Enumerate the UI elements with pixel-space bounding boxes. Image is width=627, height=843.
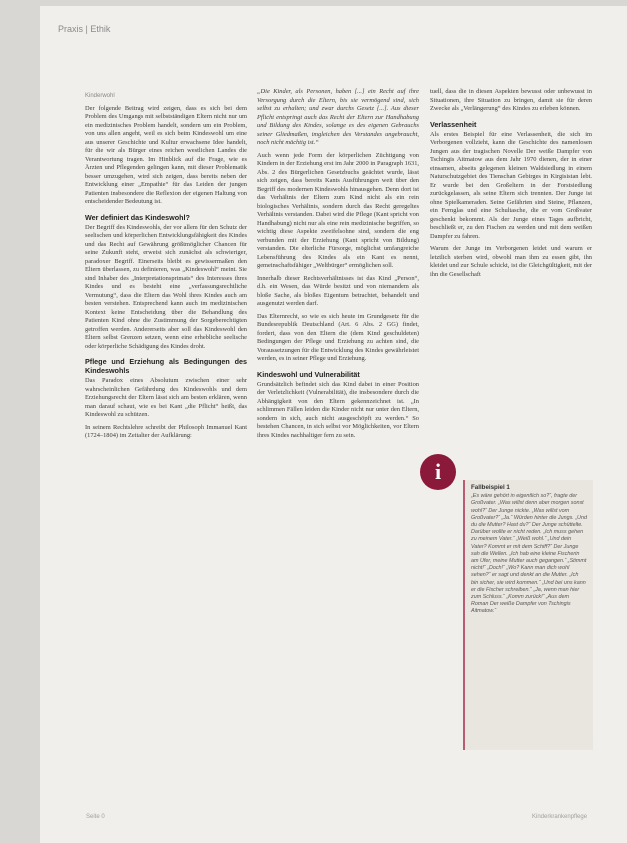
body-paragraph: In seinem Rechtslehre schreibt der Philosoph Immanuel Kant (1724–1804) im Zeitalter der Aufklärung: xyxy=(85,423,247,439)
body-paragraph: Der Begriff des Kindeswohls, der vor allem für den Schutz der seelischen und körperlichen Entwicklungsfähigkeit des Kindes und das Recht auf Gewährung größtmöglicher Chancen für seine Zukunft steht, erweist sich zunächst als schwieriger, paradoxer Begriff. Einerseits bleibt es gewissermaßen den Eltern überlassen, zu definieren, was „Kindeswohl“ meint. Sie sind Inhaber des „Interpretationsprimats“ des Interesses ihres Kindes und es besteht eine „verfassungsrechtliche Vermutung“, dass die Eltern das Wohl ihres Kindes auch am besten verstehen. Entsprechend kann auch im medizinischen Kontext keine Entscheidung über die Behandlung des Patienten Kind ohne die Zustimmung der Sorgeberechtigten getroffen werden. Andererseits aber soll das Kindeswohl den Eltern selbst Grenzen setzen, wenn eine erhebliche seelische oder körperliche Schädigung des Kindes droht. xyxy=(85,223,247,350)
case-example-title: Fallbeispiel 1 xyxy=(471,484,510,491)
section-heading: Pflege und Erziehung als Bedingungen des Kindeswohls xyxy=(85,357,247,375)
case-example-text: „Es wäre gehört in eigentlich so?“, fragte der Großvater. „Was willst denn aber morgen sonst wohl?“ Der Junge nickte. „Was willst vom Großvater?“ „Ja.“ Würden hinter die Jungs. „Und du die Mutter? Hast du?“ Der Junge schüttelte. Darüber wollte er nicht reden. „Ich muss gehen zu meinem Vater.“ „Weiß wohl.“ „Und dein Vater? Kommt er mit dem Schiff?“ Der Junge sah die Wellen. „Ich hab eine kleine Fischerin am Ufer, meine Mutter auch gegangen.“ „Stimmt nicht!“ „Doch!“ „Wo? Kann man dich wohl sehen?“ er sagt und denkt an die Mutter. „Ich bin sicher, sie wird kommen.“ „Und bei uns kann er die Fischer schreiben.“ „Ja, wenn man hier zum Schluss.“ „Komm zurück!“ „Aus dem Roman Der weiße Dampfer von Tschingis Aitmatow.“ xyxy=(471,493,587,615)
body-paragraph: Grundsätzlich befindet sich das Kind dabei in einer Position der Verletzlichkeit (Vulnerabilität), die insbesondere durch die Abhängigkeit von den Eltern gekennzeichnet ist. „In schlimmen Fällen leiden die Kinder nicht nur unter den Eltern, sondern in sich, auch nicht ausgeschöpft zu werden.“ So bestehen Chancen, in sich selbst vor Möglichkeiten, vor Eltern ihres Kindes nachhaltiger fern zu sein. xyxy=(257,380,419,439)
body-paragraph: Das Paradox eines Absolutum zwischen einer sehr wahrscheinlichen Gefährdung des Kindeswohls und dem Erziehungsrecht der Eltern lässt sich am besten erklären, wenn man darauf schaut, wie es bei Kant „die Pflicht“ heißt, das Kindeswohl zu schützen. xyxy=(85,377,247,418)
column-left xyxy=(85,92,247,445)
footer-right: Kinderkrankenpflege xyxy=(532,814,588,820)
footer-left: Seite 0 xyxy=(86,814,105,820)
body-paragraph: tuell, dass die in diesen Aspekten bewusst oder unbewusst in Situationen, ihre Situation zu bringen, damit sie für deren Zwecke als „Verlängerung“ des Kindes zu erleben können. xyxy=(430,88,592,112)
body-paragraph: Das Elternrecht, so wie es sich heute im Grundgesetz für die Bundesrepublik Deutschland (Art. 6 Abs. 2 GG) findet, fordert, dass von den Eltern die (dem Kind geschuldeten) Bedingungen der Pflege und Erziehung zu achten sind, die Voraussetzungen für die Entwicklung des Kindes gewährleistet werden, es in seiner Pflege und Erziehung. xyxy=(257,312,419,362)
column-middle xyxy=(257,88,419,444)
case-example-box xyxy=(463,480,593,750)
section-heading: Kindeswohl und Vulnerabilität xyxy=(257,369,360,379)
section-heading: Verlassenheit xyxy=(430,119,477,129)
intro-paragraph: Der folgende Beitrag wird zeigen, dass es sich bei dem Problem des Umgangs mit selbstständigen Eltern nicht nur um ein medizinisches Problem handelt, sondern um ein Problem, von uns allen angeht, weil es sich beim Kindeswohl um eine aus unserer Geschichte und Kultur erwachsene Idee handelt, für die wir als Bürger eines reichen westlichen Landes die Verantwortung tragen. Im Hinblick auf die Frage, wie es Ärzten und Pflegenden gelingen kann, mit dieser Problematik besser umzugehen, wird sich zeigen, dass bereits neben der Entwicklung einer „Empathie“ für das Leiden der jungen Patienten insbesondere die Reflexion der eigenen Haltung von entscheidender Bedeutung ist. xyxy=(85,104,247,205)
kicker: Kinderwohl xyxy=(85,93,115,99)
body-paragraph: Warum der Junge im Verborgenen leidet und warum er letztlich sterben wird, obwohl man ihm zu essen gibt, ihn kleidet und zur Schule schickt, ist die Gleichgültigkeit, mit der ihn die Gesellschaft xyxy=(430,245,592,278)
column-right xyxy=(430,88,592,283)
running-title: Praxis | Ethik xyxy=(58,24,111,34)
body-paragraph: Innerhalb dieser Rechtsverhältnisses ist das Kind „Person“, d.h. ein Wesen, das Würde besitzt und von niemandem als bloße Sache, als bloßes Eigentum betrachtet, behandelt und ausgenutzt werden darf. xyxy=(257,274,419,307)
info-glyph: i xyxy=(434,459,442,484)
kant-quote: „Die Kinder, als Personen, haben [...] ein Recht auf ihre Versorgung durch die Eltern, bis sie vermögend sind, sich selbst zu erhalten; und zwar durchs Gesetz [...]. Aus dieser Pflicht entspringt auch das Recht der Eltern zur Handhabung und Bildung des Kindes, solange es des eigenen Gebrauchs seiner Gliedmaßen, imgleichen des Verstandes ungebraucht, noch nicht mächtig ist.“ xyxy=(257,88,419,146)
body-paragraph: Auch wenn jede Form der körperlichen Züchtigung von Kindern in der Erziehung erst im Jahr 2000 in Paragraph 1631, Abs. 2 des Bürgerlichen Gesetzbuchs geächtet wurde, lässt sich zeigen, dass bereits Kants Ausführungen weit über den Begriff des modernen Kindeswohls hinausgehen. Denn dort ist das Verhältnis der Eltern zum Kind nicht als ein rein biologisches Verhältnis, sondern durch das Recht geregeltes Verhältnis verstanden. Dabei wird die Pflege (Kant spricht von Handhabung) nicht nur als eine rein medizinische begriffen, so wichtig diese Aspekte zweifelsohne sind, sondern die eng verbunden mit der Erziehung (Kant spricht von Bildung) verstanden. Die elterliche Fürsorge, möglichst umfangreiche Lebensführung des Kindes als ein Kant es nennt, gemeinschaftsfähiger „Weltbürger“ ermöglichen soll. xyxy=(257,151,419,269)
body-paragraph: Als erstes Beispiel für eine Verlassenheit, die sich im Verborgenen vollzieht, kann die Geschichte des namenlosen Jungen aus der tragischen Novelle Der weiße Dampfer von Tschingis Aitmatow aus dem Jahr 1970 dienen, der in einer einsamen, abseits gelegenen kleinen Waldsiedlung in einem Naturschutzgebiet des Tienschan Gebirges in Kirgisistan lebt. Er wurde bei den Großeltern in der Forstsiedlung zurückgelassen, als seine Eltern sich trennten. Der Junge ist ohne Spielkameraden. Seine Gefährten sind Steine, Pflanzen, ein Fernglas und eine Schultasche, die er vom Großvater geschenkt bekommt. Als der Junge eines Tages aufbricht, beschließt er, zu den Fischen zu werden und mit dem weißen Dampfer zu fahren. xyxy=(430,130,592,240)
section-heading: Wer definiert das Kindeswohl? xyxy=(85,212,190,222)
info-icon xyxy=(420,454,456,490)
